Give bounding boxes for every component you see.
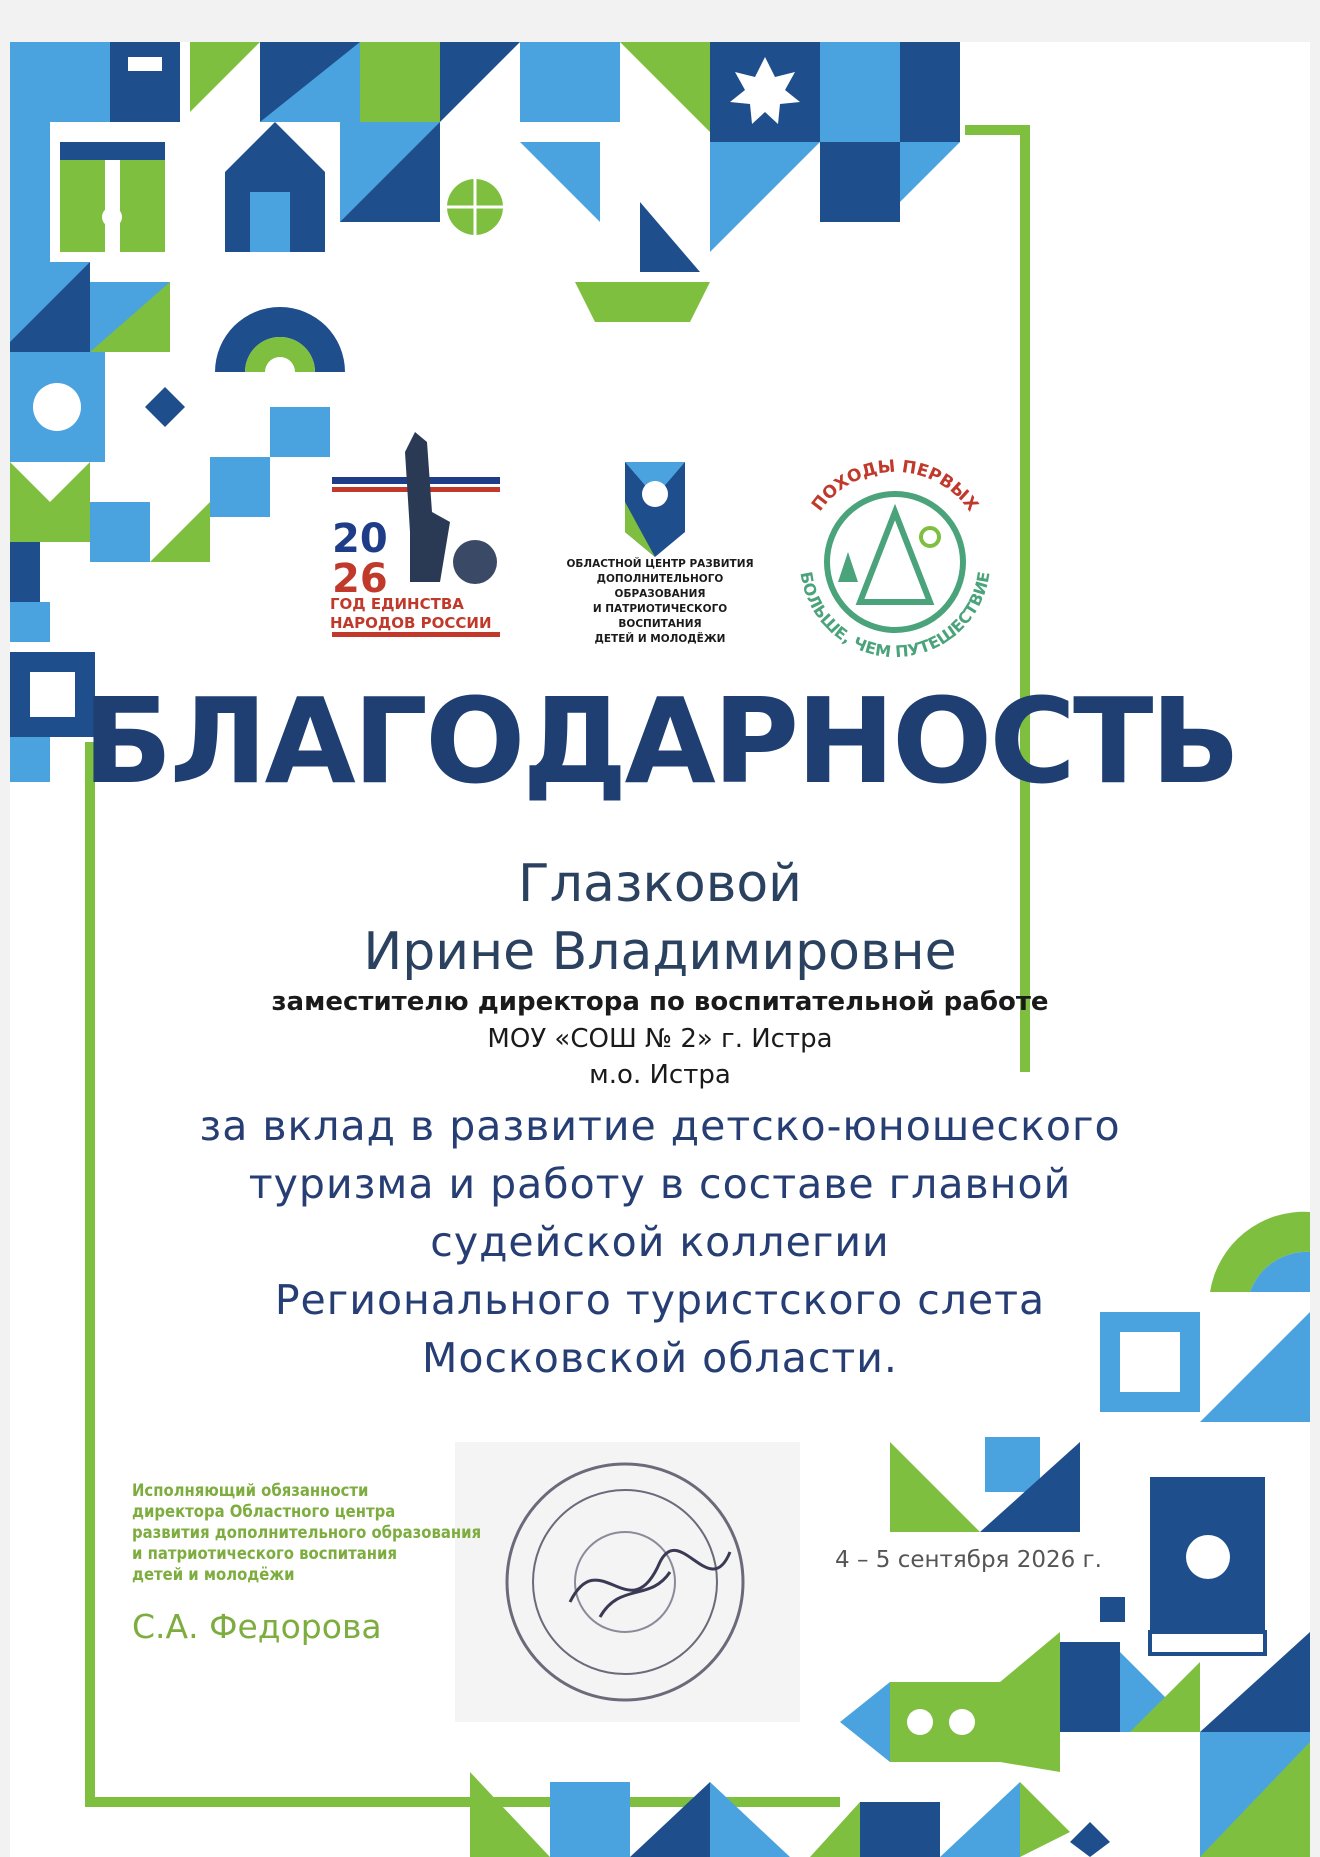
deco-block bbox=[90, 502, 150, 562]
year-digits-bottom: 26 bbox=[332, 556, 388, 602]
hikes-logo-top-text-path: ПОХОДЫ ПЕРВЫХ bbox=[807, 456, 983, 516]
binoculars-icon bbox=[120, 152, 165, 252]
deco-triangle bbox=[630, 1782, 710, 1857]
rocket-icon bbox=[1000, 1632, 1060, 1772]
hikes-logo-bottom-text bbox=[796, 570, 993, 661]
hikes-logo-bottom-text-path: БОЛЬШЕ, ЧЕМ ПУТЕШЕСТВИЕ bbox=[796, 570, 994, 662]
sun-icon bbox=[921, 528, 939, 546]
sailboat-icon bbox=[575, 282, 710, 322]
certificate-title: БЛАГОДАРНОСТЬ bbox=[82, 672, 1238, 810]
deco-block bbox=[820, 42, 900, 142]
ruler-icon bbox=[810, 1802, 860, 1857]
signatory-position bbox=[132, 1480, 482, 1585]
tent-icon bbox=[860, 512, 930, 602]
deco-block bbox=[860, 1802, 940, 1857]
signatory-line: директора Областного центра bbox=[132, 1502, 396, 1521]
diamond-icon bbox=[145, 387, 185, 427]
deco-block bbox=[10, 42, 110, 122]
year-digits-top: 20 bbox=[332, 516, 388, 562]
smile-icon bbox=[642, 481, 668, 507]
rocket-icon bbox=[949, 1709, 975, 1735]
signatory-line: и патриотического воспитания bbox=[132, 1544, 397, 1563]
deco-triangle bbox=[150, 502, 210, 562]
monument-shield-icon bbox=[453, 540, 497, 584]
deco-block bbox=[1060, 1642, 1120, 1732]
sailboat-icon bbox=[640, 202, 700, 272]
deco-triangle bbox=[520, 142, 600, 222]
deco-triangle bbox=[440, 42, 520, 122]
rocket-icon bbox=[907, 1709, 933, 1735]
center-logo-text bbox=[555, 557, 765, 647]
deco-block bbox=[550, 1782, 630, 1857]
deco-block bbox=[520, 42, 620, 122]
diamond-icon bbox=[1070, 1822, 1110, 1857]
tree-icon bbox=[838, 552, 858, 582]
deco-triangle bbox=[1020, 1782, 1070, 1857]
deco-block bbox=[10, 602, 50, 642]
book-icon bbox=[1150, 1632, 1265, 1654]
rocket-icon bbox=[890, 1682, 1000, 1762]
deco-block bbox=[110, 42, 180, 122]
recipient-position: заместителю директора по воспитательной работе bbox=[271, 987, 1049, 1017]
deco-triangle bbox=[900, 142, 960, 202]
center-logo-line: ДЕТЕЙ И МОЛОДЁЖИ bbox=[594, 633, 726, 645]
deco-window bbox=[128, 57, 162, 71]
recipient-school: МОУ «СОШ № 2» г. Истра bbox=[487, 1024, 833, 1054]
recipient-district: м.о. Истра bbox=[589, 1060, 731, 1090]
certificate-sheet bbox=[10, 42, 1310, 1857]
binoculars-icon bbox=[102, 207, 122, 227]
emblem-icon bbox=[1186, 1535, 1230, 1579]
deco-triangle bbox=[620, 42, 710, 132]
deco-triangle bbox=[710, 1782, 790, 1857]
logo-stripe bbox=[332, 632, 500, 637]
deco-block bbox=[1100, 1597, 1125, 1622]
signatory-line: детей и молодёжи bbox=[132, 1565, 295, 1584]
binoculars-icon bbox=[60, 142, 165, 160]
deco-triangle bbox=[190, 42, 260, 112]
deco-block bbox=[270, 407, 330, 457]
reason-line: туризма и работу в составе главной bbox=[248, 1160, 1072, 1208]
signatory-name: С.А. Федорова bbox=[132, 1607, 382, 1646]
house-door-icon bbox=[250, 192, 290, 252]
reason-line: за вклад в развитие детско-юношеского bbox=[199, 1102, 1121, 1150]
deco-block bbox=[10, 542, 40, 602]
deco-block bbox=[820, 142, 900, 222]
signatory-line: развития дополнительного образования bbox=[132, 1523, 482, 1542]
rocket-icon bbox=[840, 1682, 890, 1762]
event-date: 4 – 5 сентября 2026 г. bbox=[835, 1547, 1102, 1573]
center-logo-line: И ПАТРИОТИЧЕСКОГО ВОСПИТАНИЯ bbox=[592, 603, 728, 630]
monument-icon bbox=[405, 432, 450, 582]
hikes-logo bbox=[796, 457, 993, 662]
deco-block bbox=[360, 42, 440, 122]
recipient-name: Ирине Владимировне bbox=[363, 922, 957, 982]
deco-triangle bbox=[470, 1772, 550, 1857]
year-logo-line1: ГОД ЕДИНСТВА bbox=[330, 595, 464, 613]
signatory-line: Исполняющий обязанности bbox=[132, 1481, 369, 1500]
center-logo-line: ДОПОЛНИТЕЛЬНОГО ОБРАЗОВАНИЯ bbox=[596, 573, 724, 600]
binoculars-icon bbox=[60, 152, 105, 252]
center-logo-line: ОБЛАСТНОЙ ЦЕНТР РАЗВИТИЯ bbox=[566, 558, 754, 570]
year-logo-line2: НАРОДОВ РОССИИ bbox=[330, 614, 492, 632]
reason-line: судейской коллегии bbox=[430, 1218, 890, 1266]
reason-line: Регионального туристского слета bbox=[274, 1276, 1046, 1324]
recipient-surname: Глазковой bbox=[518, 854, 802, 914]
deco-block bbox=[900, 42, 960, 142]
circle-icon bbox=[33, 383, 81, 431]
deco-block bbox=[210, 457, 270, 517]
regional-center-logo bbox=[625, 462, 685, 557]
deco-triangle bbox=[890, 1442, 980, 1532]
deco-triangle bbox=[940, 1782, 1020, 1857]
deco-block bbox=[985, 1437, 1040, 1492]
deco-block bbox=[10, 122, 50, 262]
reason-line: Московской области. bbox=[422, 1334, 898, 1382]
